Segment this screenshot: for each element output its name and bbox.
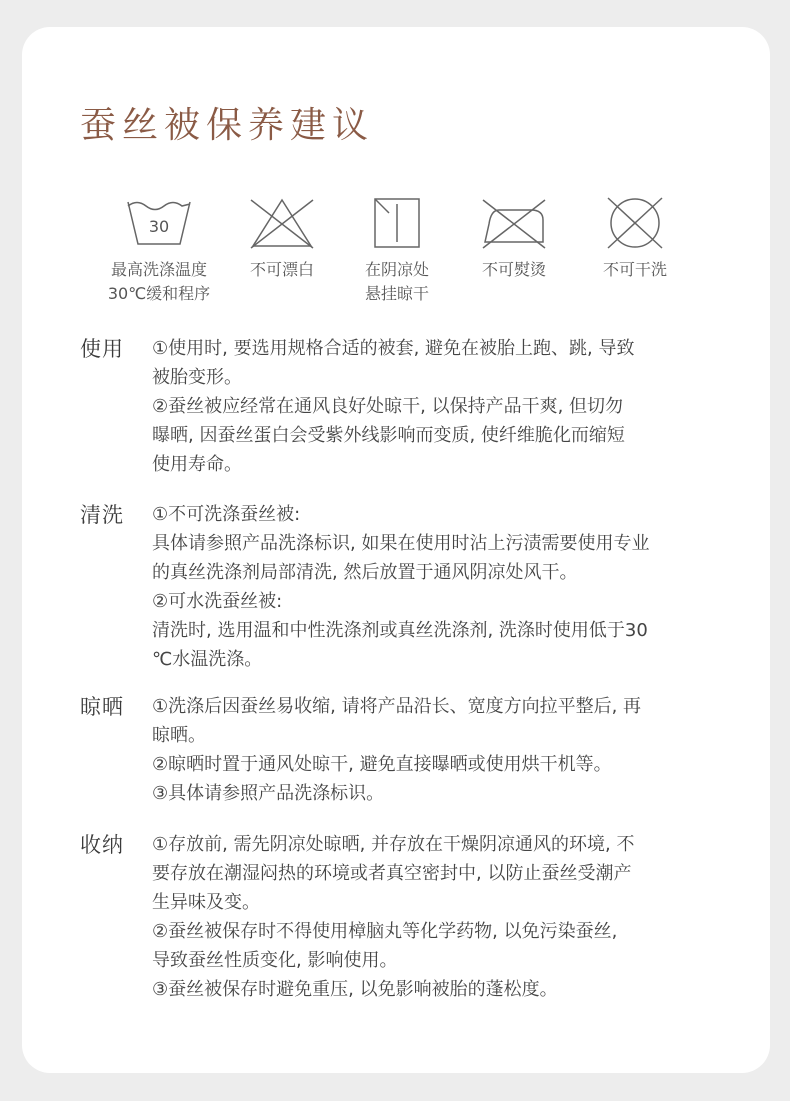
care-icons-row [0, 196, 790, 306]
care-item-iron [444, 196, 584, 282]
care-label-dry: 在阴凉处 悬挂晾干 [364, 260, 429, 303]
text-line: 使用寿命。 [152, 454, 242, 475]
care-label-iron: 不可熨烫 [481, 260, 546, 279]
care-item-wash [89, 196, 229, 306]
section-body-use [152, 334, 712, 479]
text-line: ③蚕丝被保存时避免重压, 以免影响被胎的蓬松度。 [152, 979, 558, 1000]
text-line: 要存放在潮湿闷热的环境或者真空密封中, 以防止蚕丝受潮产 [152, 863, 632, 884]
text-line: ①使用时, 要选用规格合适的被套, 避免在被胎上跑、跳, 导致 [152, 338, 635, 359]
care-label-wash: 最高洗涤温度 30℃缓和程序 [107, 260, 211, 303]
text-line: ①不可洗涤蚕丝被: [152, 504, 301, 525]
text-line: ②蚕丝被保存时不得使用樟脑丸等化学药物, 以免污染蚕丝, [152, 921, 618, 942]
text-line: 清洗时, 选用温和中性洗涤剂或真丝洗涤剂, 洗涤时使用低于30 [152, 620, 648, 641]
care-item-dryclean [565, 196, 705, 282]
text-line: ℃水温洗涤。 [152, 649, 263, 670]
text-line: 生异味及变。 [152, 892, 260, 913]
text-line: ①洗涤后因蚕丝易收缩, 请将产品沿长、宽度方向拉平整后, 再 [152, 696, 642, 717]
text-line: 的真丝洗涤剂局部清洗, 然后放置于通风阴凉处风干。 [152, 562, 578, 583]
section-body-dry [152, 692, 712, 808]
text-line: 导致蚕丝性质变化, 影响使用。 [152, 950, 398, 971]
section-body-wash [152, 500, 712, 674]
no-dry-clean-icon [600, 196, 670, 250]
wash-30-icon [124, 196, 194, 250]
no-bleach-icon [247, 196, 317, 250]
text-line: 具体请参照产品洗涤标识, 如果在使用时沾上污渍需要使用专业 [152, 533, 650, 554]
section-heading-wash: 清洗 [80, 503, 124, 527]
wash-temp-text: 30 [148, 217, 170, 236]
hang-dry-shade-icon [362, 196, 432, 250]
text-line: 晾晒。 [152, 725, 206, 746]
text-line: ②蚕丝被应经常在通风良好处晾干, 以保持产品干爽, 但切勿 [152, 396, 624, 417]
text-line: ②可水洗蚕丝被: [152, 591, 283, 612]
no-iron-icon [479, 196, 549, 250]
section-heading-storage: 收纳 [80, 833, 124, 857]
section-body-storage [152, 830, 712, 1004]
text-line: 被胎变形。 [152, 367, 242, 388]
text-line: ①存放前, 需先阴凉处晾晒, 并存放在干燥阴凉通风的环境, 不 [152, 834, 635, 855]
section-heading-use: 使用 [80, 337, 124, 361]
text-line: ③具体请参照产品洗涤标识。 [152, 783, 385, 804]
care-label-bleach: 不可漂白 [249, 260, 314, 279]
section-heading-dry: 晾晒 [80, 695, 124, 719]
page-title: 蚕丝被保养建议 [80, 105, 375, 146]
text-line: 曝晒, 因蚕丝蛋白会受紫外线影响而变质, 使纤维脆化而缩短 [152, 425, 625, 446]
care-label-dryclean: 不可干洗 [602, 260, 667, 279]
text-line: ②晾晒时置于通风处晾干, 避免直接曝晒或使用烘干机等。 [152, 754, 612, 775]
